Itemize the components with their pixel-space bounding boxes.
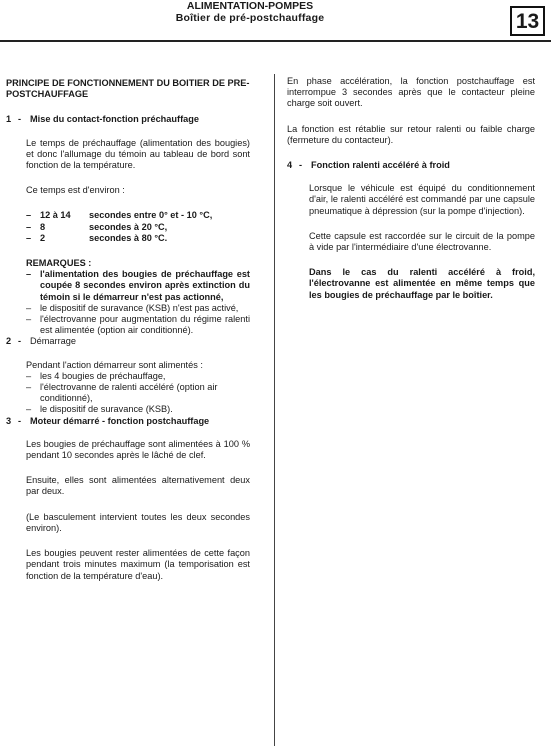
- section-4-heading: [287, 160, 535, 171]
- page-header-title: ALIMENTATION-POMPES: [186, 0, 314, 12]
- section-2-title: Démarrage: [30, 336, 76, 347]
- list-item: – l'alimentation des bougies de préchauffage est coupée 8 secondes environ après extinction du témoin si le démarreur n'est pas actionné,: [26, 269, 250, 303]
- s4-paragraph-3: Dans le cas du ralenti accéléré à froid, l'électrovanne est alimentée en même temps que les bougies de préchauffage par le boîtier.: [309, 267, 535, 300]
- list-item: – le dispositif de suravance (KSB) n'est pas activé,: [26, 303, 250, 314]
- section-1-heading: [6, 114, 250, 125]
- header-rule: [0, 40, 551, 42]
- column-divider: [274, 74, 275, 746]
- section-1-dash: -: [18, 114, 22, 125]
- section-2-heading: [6, 336, 250, 347]
- list-item: – le dispositif de suravance (KSB).: [26, 404, 250, 415]
- time-row: – 8 secondes à 20 °C,: [26, 222, 250, 233]
- remarks-list: [26, 269, 250, 336]
- section-4-number: 4: [287, 160, 293, 171]
- s4-paragraph-1: Lorsque le véhicule est équipé du conditionnement d'air, le ralenti accéléré est commandé par une capsule pneumatique à dépression (sur la pompe d'injection).: [309, 183, 535, 216]
- time-row: – 12 à 14 secondes entre 0° et - 10 °C,: [26, 210, 250, 221]
- section-2-number: 2: [6, 336, 12, 347]
- section-4-dash: -: [299, 160, 303, 171]
- section-2-dash: -: [18, 336, 22, 347]
- section-3-number: 3: [6, 415, 12, 426]
- s3-paragraph-3: (Le basculement intervient toutes les deux secondes environ).: [26, 511, 250, 533]
- time-value: 12 à 14: [40, 210, 71, 221]
- right-paragraph-1: En phase accélération, la fonction postchauffage est interrompue 3 secondes après que le contacteur pleine charge soit ouvert.: [287, 76, 535, 109]
- time-table: [26, 210, 250, 244]
- principle-title: PRINCIPE DE FONCTIONNEMENT DU BOITIER DE PRE-POSTCHAUFFAGE: [6, 78, 250, 100]
- time-value: 8: [40, 221, 46, 232]
- list-item: – l'électrovanne pour augmentation du régime ralenti est alimentée (option air conditionné).: [26, 314, 250, 336]
- time-condition: secondes à 20 °C,: [89, 221, 168, 232]
- s3-paragraph-2: Ensuite, elles sont alimentées alternativement deux par deux.: [26, 475, 250, 497]
- right-column: [287, 76, 535, 301]
- s4-paragraph-2: Cette capsule est raccordée sur le circuit de la pompe à vide par l'intermédiaire d'une électrovanne.: [309, 230, 535, 253]
- list-item: – l'électrovanne de ralenti accéléré (option air conditionné),: [26, 382, 250, 404]
- time-value: 2: [40, 232, 46, 243]
- s1-paragraph-1: Le temps de préchauffage (alimentation des bougies) et donc l'allumage du témoin au tableau de bord sont fonction de la température.: [26, 137, 250, 171]
- list-item: – les 4 bougies de préchauffage,: [26, 371, 250, 382]
- s3-paragraph-1: Les bougies de préchauffage sont alimentées à 100 % pendant 10 secondes après le lâché de clef.: [26, 438, 250, 461]
- s2-list: [26, 371, 250, 416]
- section-3-heading: [6, 416, 250, 427]
- time-row: – 2 secondes à 80 °C.: [26, 233, 250, 244]
- left-column: [6, 78, 250, 582]
- section-3-dash: -: [18, 415, 22, 426]
- time-condition: secondes entre 0° et - 10 °C,: [89, 210, 213, 221]
- remarks-title: REMARQUES :: [26, 258, 92, 269]
- chapter-number-badge: 13: [510, 6, 545, 36]
- section-3-title: Moteur démarré - fonction postchauffage: [30, 415, 210, 426]
- s3-paragraph-4: Les bougies peuvent rester alimentées de cette façon pendant trois minutes maximum (la temporisation est fonction de la température d'eau).: [26, 548, 250, 581]
- section-1-number: 1: [6, 114, 12, 125]
- page-header-subtitle: Boîtier de pré-postchauffage: [175, 12, 325, 24]
- time-condition: secondes à 80 °C.: [89, 232, 168, 243]
- section-1-title: Mise du contact-fonction préchauffage: [30, 114, 199, 125]
- s1-paragraph-2: Ce temps est d'environ :: [26, 185, 125, 196]
- right-paragraph-2: La fonction est rétablie sur retour ralenti ou faible charge (fermeture du contacteur).: [287, 123, 535, 145]
- s2-intro: Pendant l'action démarreur sont alimentés :: [26, 359, 203, 370]
- section-4-title: Fonction ralenti accéléré à froid: [311, 160, 450, 171]
